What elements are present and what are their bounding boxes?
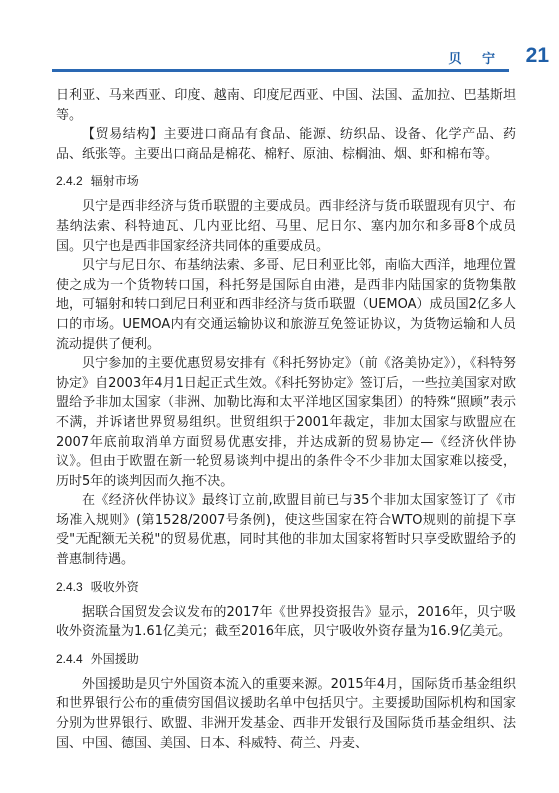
section-heading-2-4-3	[56, 578, 516, 597]
section-number: 2.4.2	[56, 174, 83, 189]
paragraph-trade-partners: 日利亚、马来西亚、印度、越南、印度尼西亚、中国、法国、孟加拉、巴基斯坦等。	[56, 88, 516, 123]
section-heading-2-4-4	[56, 650, 516, 669]
section-number: 2.4.3	[56, 579, 83, 594]
section-title: 外国援助	[90, 651, 139, 666]
section-title: 吸收外资	[90, 579, 139, 594]
paragraph-trade-structure: 【贸易结构】主要进口商品有食品、能源、纺织品、设备、化学产品、药品、纸张等。主要出口商品是棉花、棉籽、原油、棕榈油、烟、虾和棉布等。	[56, 127, 516, 162]
paragraph-geography: 贝宁与尼日尔、布基纳法索、多哥、尼日利亚比邻，南临大西洋，地理位置使之成为一个货物转口国，科托努是国际自由港，是西非内陆国家的货物集散地，可辐射和转口到尼日利亚和西非经济与货币联盟（UEMOA）成员国2亿多人口的市场。UEMOA内有交通运输协议和旅游互免签证协议，为货物运输和人员流动提供了便利。	[56, 258, 516, 352]
section-heading-2-4-2	[56, 172, 516, 191]
section-title: 辐射市场	[90, 174, 139, 189]
page-header	[52, 44, 559, 74]
paragraph-cotonou-agreement: 贝宁参加的主要优惠贸易安排有《科托努协定》（前《洛美协定》），《科特努协定》自2003年4月1日起正式生效。《科托努协定》签订后，一些拉美国家对欧盟给予非加太国家（非洲、加勒比海和太平洋地区国家集团）的特殊“照顾”表示不满，并诉诸世界贸易组织。世贸组织于2001年裁定，非加太国家与欧盟应在2007年底前取消单方面贸易优惠安排，并达成新的贸易协定—《经济伙伴协议》。但由于欧盟在新一轮贸易谈判中提出的条件令不少非加太国家难以接受，历时5年的谈判因而久拖不决。	[56, 356, 516, 489]
page-body	[56, 86, 516, 753]
paragraph-foreign-aid: 外国援助是贝宁外国资本流入的重要来源。2015年4月，国际货币基金组织和世界银行公布的重债穷国倡议援助名单中包括贝宁。主要援助国际机构和国家分别为世界银行、欧盟、非洲开发基金、西非开发银行及国际货币基金组织、法国、中国、德国、美国、日本、科威特、荷兰、丹麦、	[56, 676, 516, 751]
header-rule	[52, 69, 509, 72]
paragraph-fdi: 据联合国贸发会议发布的2017年《世界投资报告》显示，2016年，贝宁吸收外资流量为1.61亿美元；截至2016年底，贝宁吸收外资存量为16.9亿美元。	[56, 604, 516, 640]
running-header-title: 贝 宁	[448, 52, 503, 67]
page-number: 21	[525, 44, 549, 67]
paragraph-uemoa-members: 贝宁是西非经济与货币联盟的主要成员。西非经济与货币联盟现有贝宁、布基纳法索、科特迪瓦、几内亚比绍、马里、尼日尔、塞内加尔和多哥8个成员国。贝宁也是西非国家经济共同体的重要成员。	[56, 199, 516, 254]
section-number: 2.4.4	[56, 651, 83, 666]
paragraph-market-access: 在《经济伙伴协议》最终订立前,欧盟目前已与35个非加太国家签订了《市场准入规则》(第1528/2007号条例)，使这些国家在符合WTO规则的前提下享受"无配额无关税"的贸易优惠，同时其他的非加太国家将暂时只享受欧盟给予的普惠制待遇。	[56, 493, 516, 568]
